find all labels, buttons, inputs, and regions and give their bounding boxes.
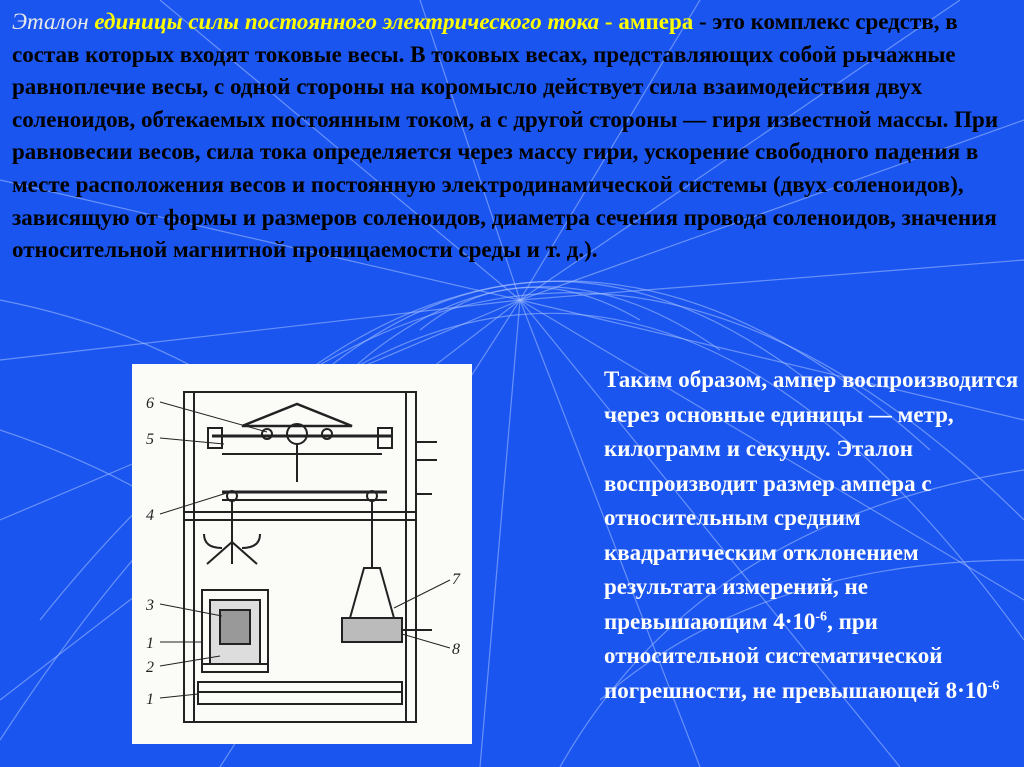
label-2: 2 — [146, 659, 154, 676]
exponent-2: -6 — [987, 677, 1000, 693]
label-7: 7 — [452, 571, 460, 588]
current-balance-diagram — [132, 364, 472, 744]
label-1-lower: 1 — [146, 691, 154, 708]
label-4: 4 — [146, 507, 154, 524]
current-balance-drawing — [132, 364, 472, 744]
reproduction-paragraph — [604, 363, 1022, 708]
label-3: 3 — [146, 597, 154, 614]
unit-name-ampere: ампера — [618, 9, 694, 34]
exponent-1: -6 — [815, 608, 828, 624]
label-8: 8 — [452, 641, 460, 658]
definition-body: - это комплекс средств, в состав которых входят токовые весы. В токовых весах, представляющих собой рычажные равноплечие весы, с одной стороны на коромысло действует сила взаимодействия двух соленоидов, обтекаемых постоянным током, а с другой стороны — гиря известной массы. При равновесии весов, сила тока определяется через массу гири, ускорение свободного падения в месте расположения весов и постоянную электродинамической системы (двух соленоидов), зависящую от формы и размеров соленоидов, диаметра сечения провода соленоидов, значения относительной магнитной проницаемости среды и т. д.). — [12, 9, 999, 263]
label-6: 6 — [146, 395, 154, 412]
label-5: 5 — [146, 431, 154, 448]
definition-paragraph — [12, 6, 1016, 267]
reproduction-text-part2: , при относительной систематической погрешности, не превышающей 8·10 — [604, 608, 988, 703]
label-1-upper: 1 — [146, 635, 154, 652]
term-etalon: Эталон — [12, 9, 89, 34]
term-unit-definition: единицы силы постоянного электрического тока — [94, 9, 600, 34]
dash-separator: - — [599, 9, 619, 34]
reproduction-text-part1: Таким образом, ампер воспроизводится через основные единицы — метр, килограмм и секунду. Эталон воспроизводит размер ампера с относительным средним квадратическим отклонением результата измерений, не превышающим 4·10 — [604, 367, 1019, 634]
